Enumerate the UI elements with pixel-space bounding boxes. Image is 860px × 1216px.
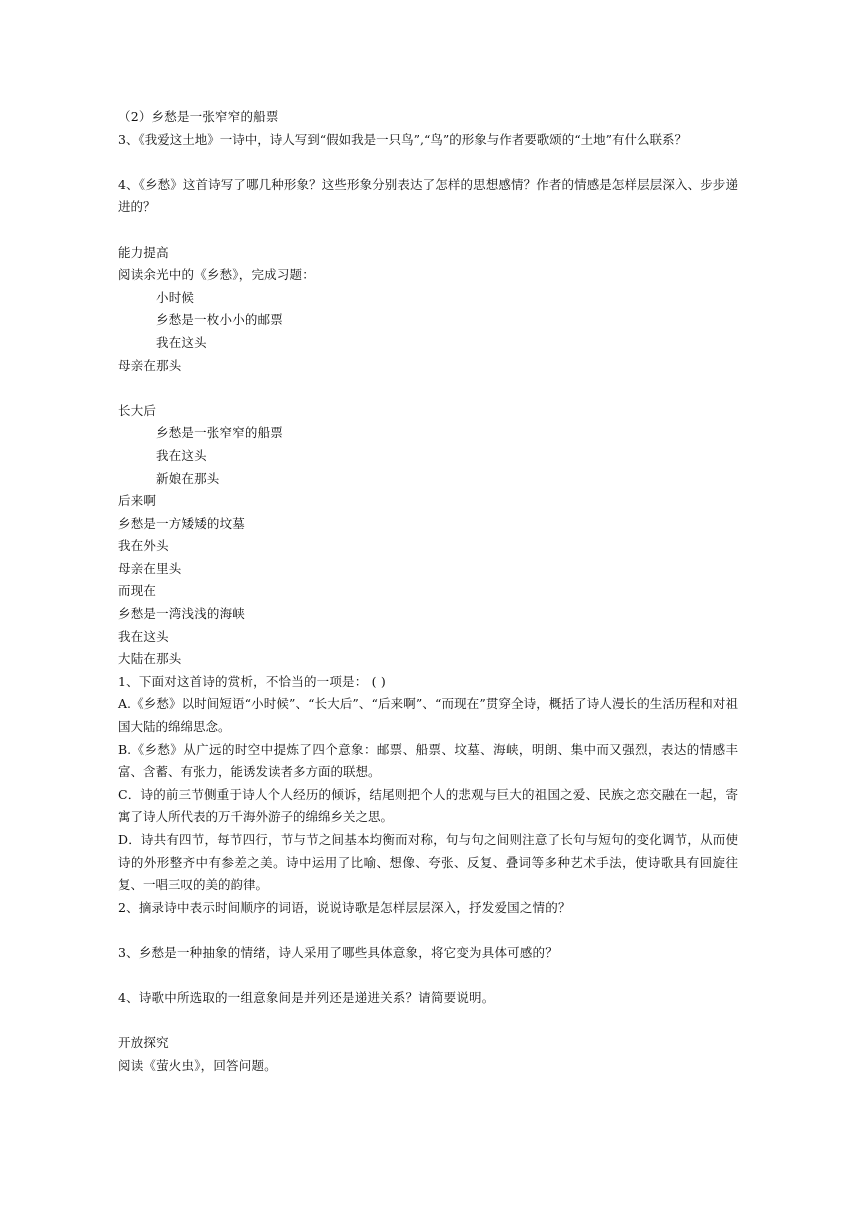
option-b: B.《乡愁》从广远的时空中提炼了四个意象：邮票、船票、坟墓、海峡，明朗、集中而又强烈，表达的情感丰富、含蓄、有张力，能诱发读者多方面的联想。 [118,741,738,780]
reading-instruction: 阅读余光中的《乡愁》，完成习题： [118,267,315,283]
question-3: 3、《我爱这土地》一诗中，诗人写到“假如我是一只鸟”,“鸟”的形象与作者要歌颂的“土地”有什么联系？ [118,131,688,147]
blank-line [118,965,738,988]
option-a: A.《乡愁》以时间短语“小时候”、“长大后”、“后来啊”、“而现在”贯穿全诗，概括了诗人漫长的生活历程和对祖国大陆的绵绵思念。 [118,696,738,735]
exercise-4: 4、诗歌中所选取的一组意象间是并列还是递进关系？请简要说明。 [118,990,495,1006]
poem-line: 我在这头 [118,628,169,644]
poem-line: 母亲在那头 [118,357,182,373]
option-d: D．诗共有四节，每节四行，节与节之间基本均衡而对称，句与句之间则注意了长句与短句的变化调节，从而使诗的外形整齐中有参差之美。诗中运用了比喻、想像、夸张、反复、叠词等多种艺术手法，使诗歌具有回旋往复、一唱三叹的美的韵律。 [118,832,738,893]
poem-line: 大陆在那头 [118,651,182,667]
section-heading-ability: 能力提高 [118,244,169,260]
option-c: C．诗的前三节侧重于诗人个人经历的倾诉，结尾则把个人的悲观与巨大的祖国之爱、民族之恋交融在一起，寄寓了诗人所代表的万千海外游子的绵绵乡关之思。 [118,786,738,825]
question-4: 4、《乡愁》这首诗写了哪几种形象？这些形象分别表达了怎样的思想感情？作者的情感是怎样层层深入、步步递进的？ [118,176,738,215]
exercise-3: 3、乡愁是一种抽象的情绪，诗人采用了哪些具体意象，将它变为具体可感的？ [118,944,558,960]
exercise-2: 2、摘录诗中表示时间顺序的词语，说说诗歌是怎样层层深入，抒发爱国之情的？ [118,899,571,915]
poem-line: 新娘在那头 [156,470,220,486]
document-body [118,106,738,1078]
blank-line [118,151,738,174]
poem-line: 我在这头 [156,447,207,463]
reading-instruction-2: 阅读《萤火虫》，回答问题。 [118,1057,277,1073]
answer-line-2: （2）乡愁是一张窄窄的船票 [118,109,279,124]
poem-line: 母亲在里头 [118,560,182,576]
section-heading-explore: 开放探究 [118,1035,169,1051]
poem-line: 小时候 [156,289,195,305]
poem-line: 乡愁是一张窄窄的船票 [156,425,284,441]
poem-line: 后来啊 [118,493,157,509]
exercise-1: 1、下面对这首诗的赏析，不恰当的一项是： ( ) [118,673,386,689]
poem-line: 而现在 [118,583,157,599]
blank-line [118,1010,738,1033]
poem-line: 乡愁是一湾浅浅的海峡 [118,606,246,622]
blank-line [118,219,738,242]
poem-line: 我在外头 [118,538,169,554]
blank-line [118,919,738,942]
poem-line: 长大后 [118,402,157,418]
poem-line: 我在这头 [156,334,207,350]
blank-line [118,377,738,400]
poem-line: 乡愁是一枚小小的邮票 [156,312,284,328]
poem-line: 乡愁是一方矮矮的坟墓 [118,515,246,531]
